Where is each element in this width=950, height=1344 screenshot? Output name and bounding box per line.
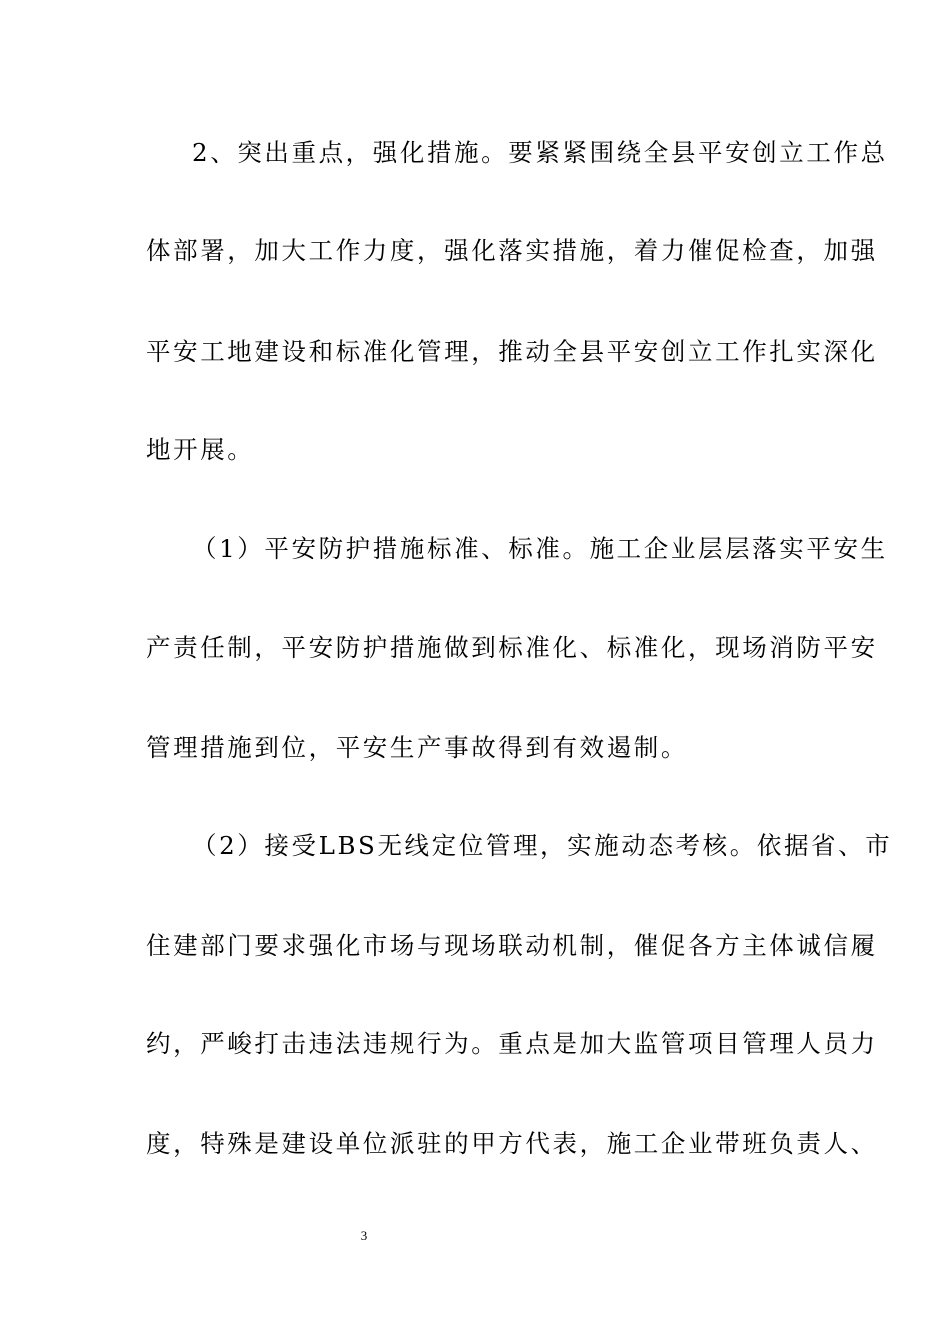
paragraph-3-line-4: 度，特殊是建设单位派驻的甲方代表，施工企业带班负责人、 [146, 1129, 878, 1158]
page-number: 3 [360, 1228, 368, 1243]
paragraph-1-line-2: 体部署，加大工作力度，强化落实措施，着力催促检查，加强 [146, 236, 878, 265]
paragraph-2-line-2: 产责任制，平安防护措施做到标准化、标准化，现场消防平安 [146, 633, 878, 662]
paragraph-2-line-3: 管理措施到位，平安生产事故得到有效遏制。 [146, 733, 688, 762]
paragraph-3-line-2: 住建部门要求强化市场与现场联动机制，催促各方主体诚信履 [146, 931, 878, 960]
paragraph-2-line-1: （1）平安防护措施标准、标准。施工企业层层落实平安生 [192, 534, 888, 563]
paragraph-3-line-3: 约，严峻打击违法违规行为。重点是加大监管项目管理人员力 [146, 1029, 878, 1058]
paragraph-1-line-3: 平安工地建设和标准化管理，推动全县平安创立工作扎实深化 [146, 337, 878, 366]
paragraph-1-line-1: 2、突出重点，强化措施。要紧紧围绕全县平安创立工作总 [192, 138, 888, 167]
paragraph-1-line-4: 地开展。 [146, 435, 255, 464]
paragraph-3-line-1: （2）接受LBS无线定位管理，实施动态考核。依据省、市 [192, 831, 893, 860]
